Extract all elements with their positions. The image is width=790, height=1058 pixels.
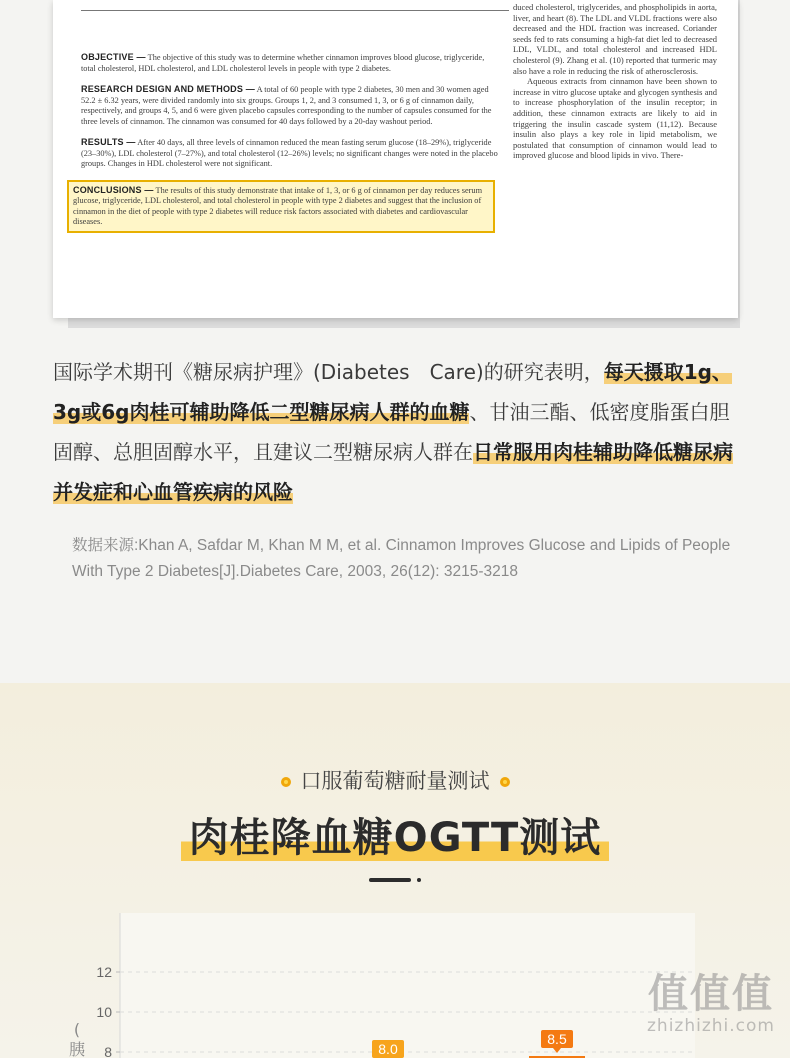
- objective-body: The objective of this study was to determine whether cinnamon improves blood glucose, triglyceride, total cholesterol, HDL cholesterol, and LDL cholesterol levels in people with type 2 diabetes.: [81, 53, 485, 73]
- data-source-citation: 数据来源:Khan A, Safdar M, Khan M M, et al. Cinnamon Improves Glucose and Lipids of People With Type 2 Diabetes[J].Diabetes Care, 2003, 26(12): 3215-3218: [72, 537, 731, 580]
- watermark-logo: 值值值: [648, 971, 774, 1017]
- subheading-text: 口服葡萄糖耐量测试: [300, 769, 490, 793]
- right-paragraph-1: duced cholesterol, triglycerides, and phospholipids in aorta, liver, and heart (8). The LDL and VLDL fractions were also decreased and the HDL fraction was increased. Coriander seeds fed to rats consuming a high-fat diet led to decreased LDL, VLDL, and total cholesterol and increased HDL cholesterol (9). Zhang et al. (10) reported that turmeric may also have a role in reducing the risk of atherosclerosis.: [513, 2, 717, 76]
- objective-paragraph: [81, 52, 501, 74]
- conclusions-body: The results of this study demonstrate that intake of 1, 3, or 6 g of cinnamon per day reduces serum glucose, triglyceride, LDL cholesterol, and total cholesterol in people with type 2 diabetes and suggest that the inclusion of cinnamon in the diet of people with type 2 diabetes will reduce risk factors associated with diabetes and cardiovascular diseases.: [73, 185, 483, 226]
- methods-head: RESEARCH DESIGN AND METHODS —: [81, 84, 255, 94]
- watermark-url: zhizhizhi.com: [647, 1016, 775, 1036]
- ogtt-title-text: 肉桂降血糖OGTT测试: [181, 815, 610, 861]
- chart-svg: [60, 913, 700, 1058]
- results-body: After 40 days, all three levels of cinnamon reduced the mean fasting serum glucose (18–29%), triglyceride (23–30%), LDL cholesterol (7–27%), and total cholesterol (12–26%) levels; no significant changes were noted in the placebo groups. Changes in HDL cholesterol were not significant.: [81, 138, 498, 168]
- y-tick-label: 10: [96, 1004, 112, 1020]
- title-underline-decoration: [369, 878, 411, 882]
- study-description: [53, 352, 743, 512]
- paper-rule: [81, 10, 509, 11]
- methods-body: A total of 60 people with type 2 diabetes, 30 men and 30 women aged 52.2 ± 6.32 years, were divided randomly into six groups. Groups 1, 2, and 3 consumed 1, 3, or 6 g of cinnamon daily, respectively, and groups 4, 5, and 6 were given placebo capsules corresponding to the number of capsules consumed for the three levels of cinnamon. The cinnamon was consumed for 40 days followed by a 20-day washout period.: [81, 85, 492, 126]
- right-paragraph-2: Aqueous extracts from cinnamon have been shown to increase in vitro glucose uptake and glycogen synthesis and to increase phosphorylation of the insulin receptor; in addition, these cinnamon extracts are likely to aid in triggering the insulin cascade system (11,12). Because insulin also plays a key role in lipid metabolism, we postulated that consumption of cinnamon would lead to improved glucose and blood lipids in vivo. There-: [513, 76, 717, 161]
- description-highlight-2: 日常服用肉桂辅助降低糖尿病并发症和心血管疾病的风险: [53, 440, 733, 504]
- paper-abstract: [73, 52, 501, 233]
- journal-paper-image: [53, 0, 738, 318]
- conclusions-head: CONCLUSIONS —: [73, 184, 154, 195]
- results-head: RESULTS —: [81, 137, 136, 147]
- ogtt-title: [0, 806, 790, 863]
- left-dot-icon: [281, 777, 291, 787]
- site-watermark: [636, 972, 786, 1036]
- results-paragraph: [81, 137, 501, 170]
- paper-right-column: [513, 2, 717, 161]
- description-part-2: 、甘油三酯、低密度脂蛋白胆固醇、总胆固醇水平，且建议二型糖尿病人群在: [53, 400, 730, 464]
- y-axis-label: 胰: [68, 1040, 86, 1058]
- y-axis-label: (: [73, 1020, 81, 1039]
- y-tick-label: 8: [104, 1044, 112, 1058]
- ogtt-subheading: [0, 765, 790, 795]
- ogtt-chart: [60, 913, 700, 1058]
- right-dot-icon: [500, 777, 510, 787]
- data-label: 8.5: [547, 1031, 567, 1047]
- conclusions-highlight-box: [67, 180, 495, 233]
- description-highlight-1: 每天摄取1g、3g或6g肉桂可辅助降低二型糖尿病人群的血糖: [53, 360, 732, 424]
- y-tick-label: 12: [96, 964, 112, 980]
- objective-head: OBJECTIVE —: [81, 52, 146, 62]
- title-dot-decoration: [417, 878, 421, 882]
- data-label: 8.0: [378, 1041, 398, 1057]
- description-part-1: 国际学术期刊《糖尿病护理》(Diabetes Care)的研究表明，: [53, 360, 604, 384]
- methods-paragraph: [81, 84, 501, 127]
